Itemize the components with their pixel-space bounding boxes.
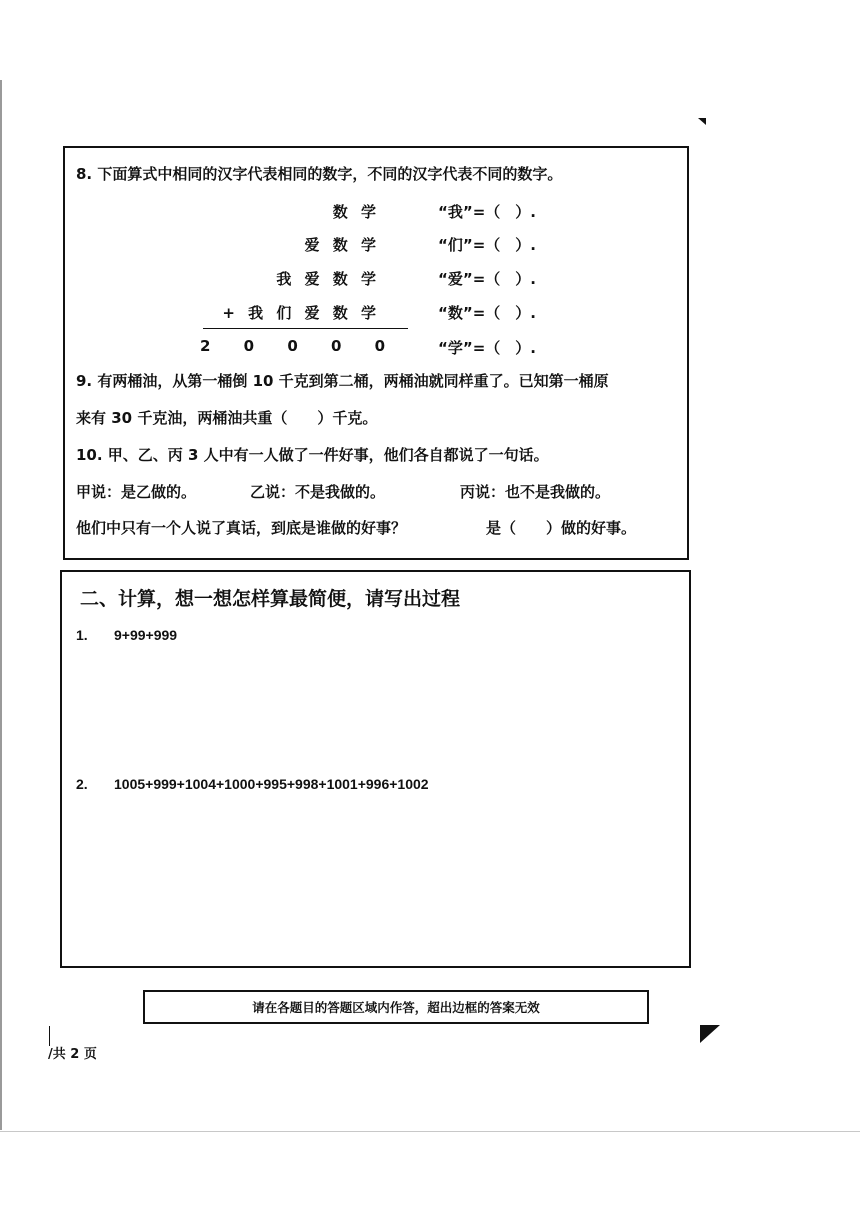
q8-row-4: + 我 们 爱 数 学 bbox=[222, 304, 380, 322]
section-2-heading: 二、计算，想一想怎样算最简便，请写出过程 bbox=[80, 588, 461, 610]
q10-question: 他们中只有一个人说了真话，到底是谁做的好事？ bbox=[76, 519, 407, 537]
q10-answer-blank: 是（ ）做的好事。 bbox=[486, 519, 637, 537]
q8-prompt: 8. 下面算式中相同的汉字代表相同的数字，不同的汉字代表不同的数字。 bbox=[76, 165, 563, 183]
q8-row-sum: 2 0 0 0 0 bbox=[200, 337, 400, 355]
q9-line-2: 来有 30 千克油，两桶油共重（ ）千克。 bbox=[76, 409, 378, 427]
q8-answer-wo: “我”=（ ）. bbox=[438, 203, 536, 221]
q8-sum-line bbox=[203, 328, 408, 329]
page-bottom-edge bbox=[0, 1131, 860, 1132]
q10-statement-bing: 丙说：也不是我做的。 bbox=[460, 483, 611, 501]
q9-line-1: 9. 有两桶油，从第一桶倒 10 千克到第二桶，两桶油就同样重了。已知第一桶原 bbox=[76, 372, 609, 390]
q8-answer-men: “们”=（ ）. bbox=[438, 236, 536, 254]
page-footer: /共 2 页 bbox=[48, 1047, 97, 1062]
calc-1-number: 1. bbox=[76, 627, 88, 643]
corner-marker-bottom-right bbox=[700, 1025, 720, 1043]
q8-answer-shu: “数”=（ ）. bbox=[438, 304, 536, 322]
q8-answer-ai: “爱”=（ ）. bbox=[438, 270, 536, 288]
q8-row-2: 爱 数 学 bbox=[304, 236, 380, 254]
calc-1-expression: 9+99+999 bbox=[114, 627, 178, 643]
scan-left-edge bbox=[0, 80, 2, 1130]
q8-answer-xue: “学”=（ ）. bbox=[438, 339, 536, 357]
answer-area-notice-text: 请在各题目的答题区域内作答，超出边框的答案无效 bbox=[252, 1000, 540, 1015]
q10-statement-yi: 乙说：不是我做的。 bbox=[250, 483, 386, 501]
calc-2-expression: 1005+999+1004+1000+995+998+1001+996+1002 bbox=[114, 776, 429, 792]
q8-row-3: 我 爱 数 学 bbox=[276, 270, 380, 288]
answer-area-notice bbox=[143, 990, 649, 1024]
corner-marker-top-right bbox=[698, 118, 706, 125]
q10-statement-jia: 甲说：是乙做的。 bbox=[76, 483, 197, 501]
calc-2-number: 2. bbox=[76, 776, 88, 792]
q8-row-1: 数 学 bbox=[332, 203, 380, 221]
q10-line-1: 10. 甲、乙、丙 3 人中有一人做了一件好事，他们各自都说了一句话。 bbox=[76, 446, 549, 464]
